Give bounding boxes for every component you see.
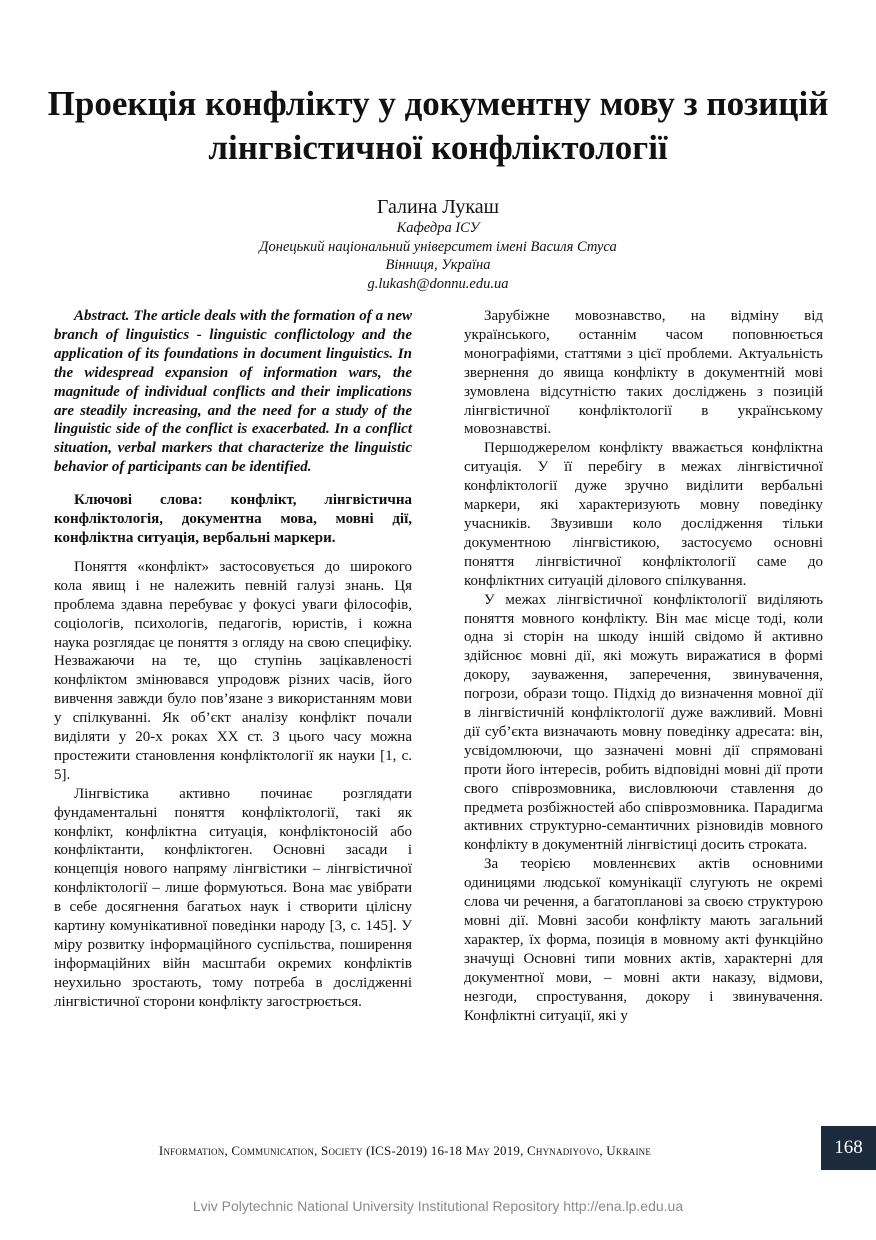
abstract: Abstract. The article deals with the formation of a new branch of linguistics - linguistic conflictology and the application of its foundations in document linguistics. In the widespread expansion of information wars, the magnitude of individual conflicts and their implications are steadily increasing, and the need for a study of the linguistic side of the conflict is exacerbated. In a conflict situation, verbal markers that characterize the linguistic behavior of participants can be identified. <box>54 308 412 476</box>
body-paragraph: Зарубіжне мовознавство, на відміну від українського, останнім часом поповнюється монографіями, статтями з цієї проблеми. Актуальність звернення до явища конфлікту в документній мові зумовлена відсутністю таких досліджень з позицій лінгвістичної конфліктології в українському мовознавстві. <box>464 308 823 438</box>
body-paragraph: Лінгвістика активно починає розглядати фундаментальні поняття конфліктології, такі як конфлікт, конфліктна ситуація, конфліктоносій або конфліктанти, конфліктоген. Основні засади і концепція нового напряму лінгвістики – лінгвістичної конфліктології – лише формуються. Вона має увібрати в себе досягнення багатьох наук і створити цілісну картину комунікативної поведінки народу [3, с. 145]. У міру розвитку інформаційного суспільства, поширення інформаційних війн масштаби окремих конфліктів неухильно зростають, тому потреба в дослідженні лінгвістичної сторони конфлікту загострюється. <box>54 785 412 1010</box>
author-university: Донецький національний університет імені Василя Стуса <box>259 238 617 255</box>
conference-footer: Information, Communication, Society (ICS-2019) 16-18 May 2019, Chynadiyovo, Ukraine <box>158 1143 652 1158</box>
author-name: Галина Лукаш <box>376 196 500 218</box>
body-paragraph: Поняття «конфлікт» застосовується до широкого кола явищ і не належить певній галузі знань. Ця проблема здавна перебуває у фокусі уваги філософів, соціологів, психологів, педагогів, юристів, і кожна наука розглядає це поняття з огляду на свою специфіку. Незважаючи на те, що ступінь зацікавленості конфліктом змінювався упродовж різних часів, його вивчення завжди було пов’язане з використанням мови у спілкуванні. Як об’єкт аналізу конфлікт почали виділяти у 20-х роках ХХ ст. З цього часу можна простежити становлення конфліктології як науки [1, с. 5]. <box>54 558 412 783</box>
page-number: 168 <box>821 1126 876 1170</box>
author-location: Вінниця, Україна <box>385 257 491 273</box>
paper-title: Проекція конфлікту у документну мову з позицій лінгвістичної конфліктології <box>47 84 829 167</box>
body-paragraph: За теорією мовленнєвих актів основними одиницями людської комунікації слугують не окремі слова чи речення, а багатопланові за своєю структурою мовні дії. Мовні засоби конфлікту мають загальний характер, їх форма, позиція в мовному акті функційно значущі Основні типи мовних актів, характерні для документної мови, – мовні акти наказу, відмови, незгоди, спростування, докору і звинувачення. Конфліктні ситуації, які у <box>464 856 823 1024</box>
author-block <box>140 195 736 293</box>
repository-watermark: Lviv Polytechnic National University Institutional Repository http://ena.lp.edu.ua <box>192 1198 684 1214</box>
author-email[interactable]: g.lukash@donnu.edu.ua <box>367 275 509 292</box>
body-paragraph: У межах лінгвістичної конфліктології виділяють поняття мовного конфлікту. Він має місце тоді, коли одна зі сторін на шкоду іншій свідомо й активно здійснює мовні дії, які можуть виражатися в формі докору, зауваження, заперечення, звинувачення, погрози, образи тощо. Підхід до визначення мовної дії в лінгвістичній конфліктології дуже важливий. Мовні дії суб’єкта визначають мовну поведінку адресата: він, усвідомлюючи, що зазначені мовні дії спрямовані проти його інтересів, робить відповідні мовні дії проти свого співрозмовника, висловлюючи ставлення до предмета розбіжностей або співрозмовника. Парадигма активних структурно-семантичних різновидів мовного конфлікту в документній лінгвістиці досить строката. <box>464 591 823 854</box>
right-column <box>464 307 823 1025</box>
keywords: Ключові слова: конфлікт, лінгвістична конфліктологія, документна мова, мовні дії, конфліктна ситуація, вербальні маркери. <box>54 492 412 546</box>
author-department: Кафедра ІСУ <box>396 220 480 236</box>
left-column <box>54 307 412 1012</box>
body-paragraph: Першоджерелом конфлікту вважається конфліктна ситуація. У її перебігу в межах лінгвістичної конфліктології дуже зручно виділити вербальні маркери, які характеризують мовну поведінку учасників. Звузивши коло дослідження тільки документною лінгвістикою, застосуємо основні поняття лінгвістичної конфліктології саме до конфліктних ситуацій ділового спілкування. <box>464 440 823 589</box>
